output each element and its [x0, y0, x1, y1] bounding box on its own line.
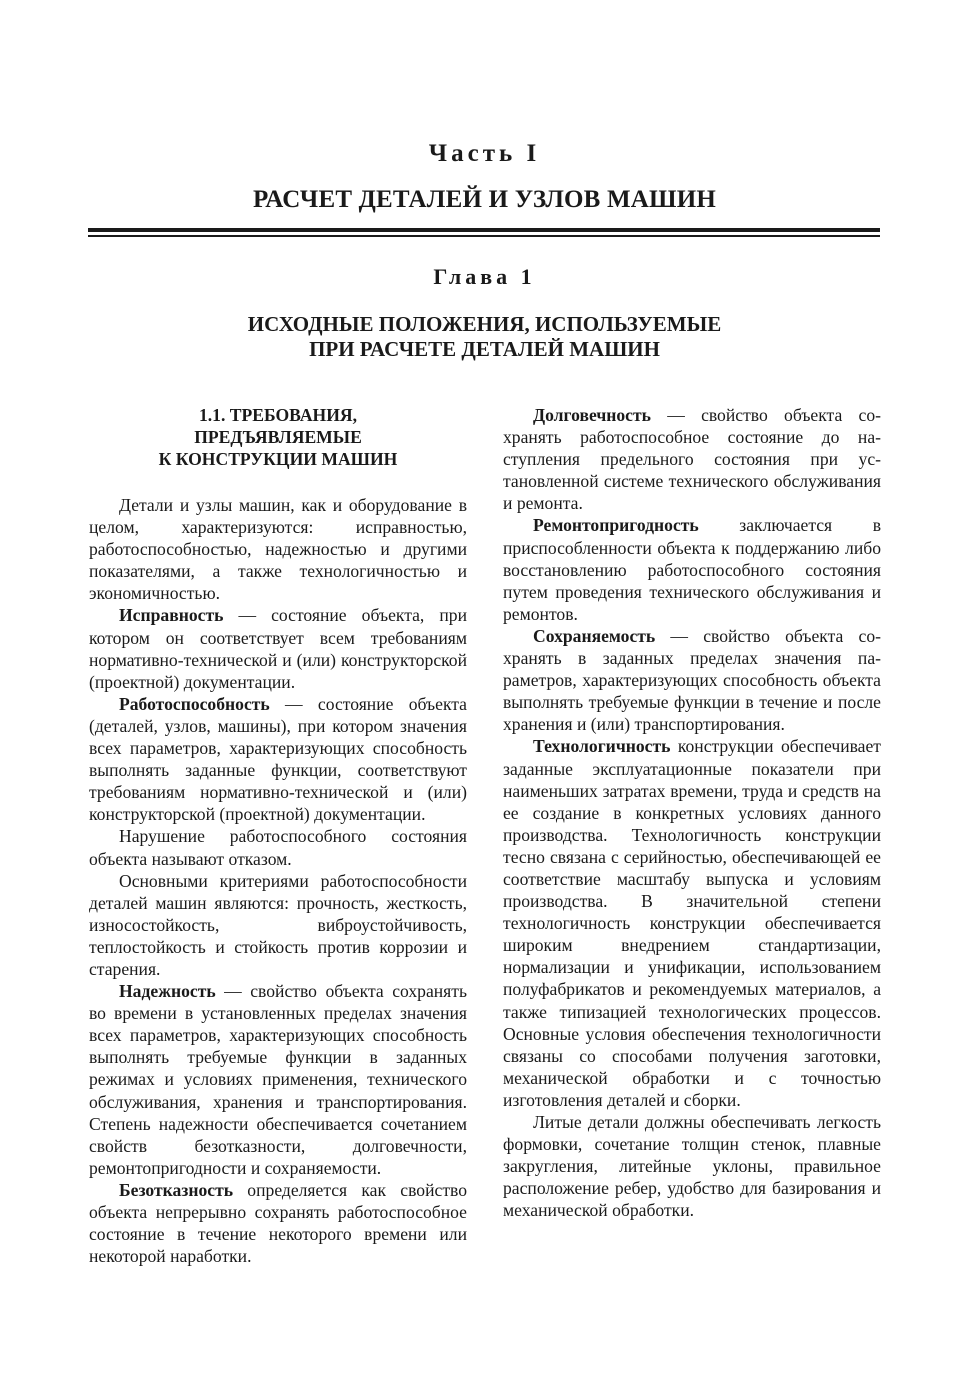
paragraph: Литые детали должны обеспечивать легкость формовки, сочетание толщин стенок, плавные закругления, литейные уклоны, правильное расположение ребер, удобство для базирования и механической обработки. [503, 1112, 881, 1221]
paragraph [503, 404, 881, 514]
definition-text: — свойство объекта сохранять работоспособное состояние до наступления предельного состояния при установленной системе технического обслуживания и ремонта. [503, 405, 881, 514]
paragraph: Основными критериями работоспособности деталей машин являются: прочность, жесткость, износостойкость, виброустойчивость, теплостойкость и стойкость против коррозии и старения. [89, 870, 467, 979]
definition-text: определяется как свойство объекта непрерывно сохранять работоспособное состояние в течение некоторого времени или некоторой наработки. [89, 1179, 467, 1267]
right-column [503, 404, 881, 1221]
paragraph [89, 1179, 467, 1267]
term: Исправность [119, 605, 224, 626]
paragraph: Детали и узлы машин, как и оборудование в целом, характеризуются: исправностью, работоспособностью, надежностью и другими показателями, а также технологичностью и экономичностью. [89, 495, 467, 604]
definition-text: — свойство объекта сохранять в заданных пределах значения параметров, характеризующих способность объекта выполнять требуемые функции в течение и после хранения и (или) транспортирования. [503, 625, 881, 735]
section-heading [89, 404, 467, 470]
paragraph [89, 693, 467, 826]
term: Работоспособность [119, 693, 270, 714]
paragraph [503, 735, 881, 1111]
definition-text: — состояние объекта (деталей, узлов, машины), при котором значения всех параметров, характеризующих способность выполнять заданные функции, соответствуют требованиям нормативно-технической и (или) конструкторской (проектной) документации. [89, 693, 467, 825]
definition-text: конструкции обеспечивает заданные эксплуатационные показатели при наименьших затратах времени, труда и средств на ее создание в конкретных условиях данного производства. Технологичность конструкции тесно связана с серийностью, обеспечивающей ее соответствие масштабу выпуска и условиям производства. В значительной степени технологичность конструкции обеспечивается широким внедрением стандартизации, нормализации и унификации, использованием полуфабрикатов и рекомендуемых материалов, а также типизацией технологических процессов. Основные условия обеспечения технологичности связаны со способами получения заготовки, механической обработки и с точностью изготовления деталей и сборки. [503, 736, 881, 1110]
paragraph [503, 514, 881, 624]
part-title: РАСЧЕТ ДЕТАЛЕЙ И УЗЛОВ МАШИН [252, 186, 717, 213]
paragraph [89, 604, 467, 692]
term: Надежность [119, 981, 216, 1002]
term: Долговечность [533, 405, 651, 425]
chapter-title [0, 312, 969, 362]
chapter-title-line: ИСХОДНЫЕ ПОЛОЖЕНИЯ, ИСПОЛЬЗУЕМЫЕ [247, 312, 722, 336]
chapter-title-line: ПРИ РАСЧЕТЕ ДЕТАЛЕЙ МАШИН [309, 337, 660, 361]
term: Сохраняемость [533, 625, 656, 646]
title-divider-thin [88, 235, 880, 237]
definition-text: заключается в приспособленности объекта к поддержанию либо восстановлению работоспособного состояния путем проведения технического обслуживания и ремонтов. [503, 515, 881, 624]
term: Технологичность [533, 736, 671, 757]
definition-text: — состояние объекта, при котором он соответствует всем требованиям нормативно-технической и (или) конструкторской (проектной) документации. [89, 605, 467, 692]
term: Ремонтопригодность [533, 515, 699, 536]
definition-text: — свойство объекта сохранять во времени в установленных пределах значения всех параметров, характеризующих способность выполнять требуемые функции в заданных режимах и условиях применения, технического обслуживания, хранения и транспортирования. Степень надежности обеспечивается сочетанием свойств безотказности, долговечности, ремонтопригодности и сохраняемости. [89, 981, 467, 1178]
paragraph [89, 980, 467, 1179]
section-heading-line: ПРЕДЪЯВЛЯЕМЫЕ [194, 427, 362, 447]
section-heading-line: К КОНСТРУКЦИИ МАШИН [158, 449, 398, 469]
section-heading-line: 1.1. ТРЕБОВАНИЯ, [198, 405, 357, 425]
term: Безотказность [119, 1179, 234, 1200]
paragraph: Нарушение работоспособного состояния объекта называют отказом. [89, 826, 467, 869]
title-divider-thick [88, 228, 880, 232]
left-column [89, 404, 467, 1267]
paragraph [503, 625, 881, 735]
chapter-label: Глава 1 [433, 264, 536, 289]
part-label: Часть I [428, 140, 541, 167]
